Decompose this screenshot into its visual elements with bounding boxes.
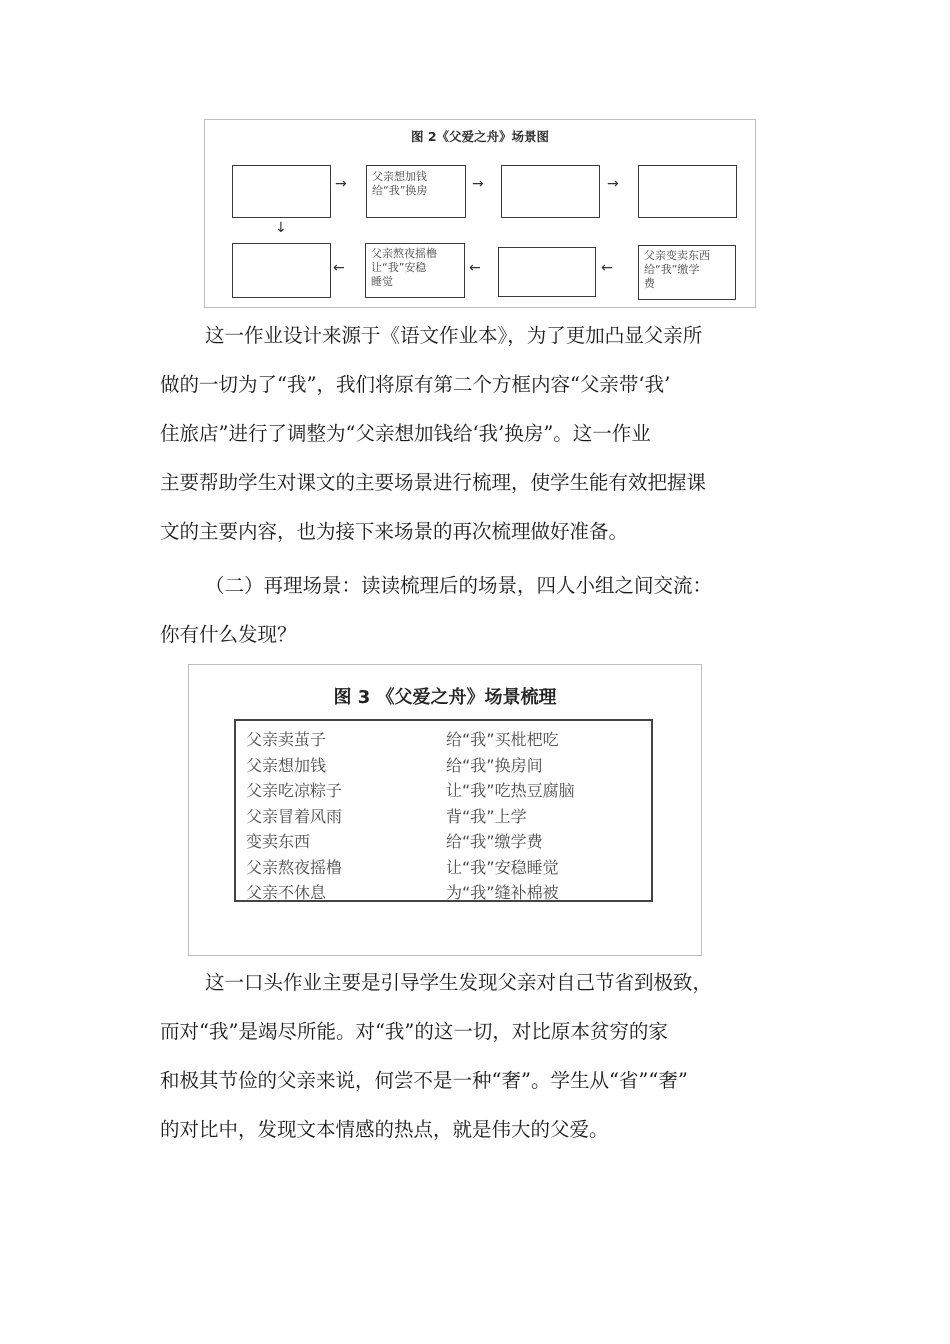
arrow-right-icon: → [607,176,619,192]
table-cell-for-me: 给“我”买枇杷吃 [446,730,559,749]
arrow-down-icon: ↓ [275,220,287,236]
flow-box-text: 让“我”安稳 [371,261,427,274]
paragraph-line: 这一口头作业主要是引导学生发现父亲对自己节省到极致， [205,971,713,994]
arrow-left-icon: ← [469,260,481,276]
flow-box-4 [638,165,737,218]
paragraph-line: 和极其节俭的父亲来说，何尝不是一种“奢”。学生从“省”“奢” [160,1069,688,1092]
table-cell-father-action: 父亲卖茧子 [246,730,327,749]
paragraph-homework-design [160,311,800,556]
figure-3-title: 图 3 《父爱之舟》场景梳理 [333,687,557,708]
table-cell-for-me: 为“我”缝补棉被 [446,883,559,902]
paragraph-line: 的对比中，发现文本情感的热点，就是伟大的父爱。 [160,1118,609,1141]
paragraph-line: 住旅店”进行了调整为“父亲想加钱给‘我’换房”。这一作业 [160,422,651,445]
table-cell-father-action: 变卖东西 [246,832,311,851]
paragraph-line: 主要帮助学生对课文的主要场景进行梳理，使学生能有效把握课 [160,471,707,494]
arrow-right-icon: → [335,176,347,192]
flow-box-7 [498,247,596,297]
table-cell-father-action: 父亲吃凉粽子 [246,781,343,800]
flow-box-8 [638,245,736,300]
flow-box-3 [501,165,600,218]
table-cell-for-me: 给“我”换房间 [446,755,543,775]
scene-table [234,719,653,902]
table-cell-for-me: 让“我”吃热豆腐脑 [446,781,575,800]
paragraph-line: 这一作业设计来源于《语文作业本》，为了更加凸显父亲所 [205,324,703,347]
flow-box-text: 费 [644,277,655,290]
figure-2-title: 图 2《父爱之舟》场景图 [410,129,550,144]
table-cell-father-action: 父亲不休息 [246,883,327,902]
paragraph-line: 你有什么发现？ [160,623,297,646]
table-cell-for-me: 背“我”上学 [446,806,527,826]
flow-box-6 [365,243,465,298]
table-row [236,876,651,905]
table-cell-for-me: 让“我”安稳睡觉 [446,857,559,877]
arrow-left-icon: ← [333,260,345,276]
paragraph-line: 文的主要内容，也为接下来场景的再次梳理做好准备。 [160,520,629,543]
figure-2 [204,119,756,308]
paragraph-line: 而对“我”是竭尽所能。对“我”的这一切，对比原本贫穷的家 [160,1020,668,1043]
flow-box-2 [366,165,466,218]
flow-box-text: 父亲变卖东西 [644,249,710,262]
paragraph-section-heading [160,561,800,659]
paragraph-oral-homework [160,958,800,1154]
table-cell-father-action: 父亲熬夜摇橹 [246,857,343,877]
flow-box-text: 父亲想加钱 [372,170,427,183]
flow-box-1 [232,165,331,218]
arrow-right-icon: → [472,176,484,192]
flow-box-text: 父亲熬夜摇橹 [371,247,437,260]
paragraph-line: （二）再理场景：读读梳理后的场景，四人小组之间交流： [205,574,713,597]
table-cell-father-action: 父亲冒着风雨 [246,806,343,826]
figure-3 [188,664,702,956]
table-cell-father-action: 父亲想加钱 [246,755,327,775]
arrow-left-icon: ← [601,260,613,276]
flow-box-5 [232,243,331,298]
table-cell-for-me: 给“我”缴学费 [446,832,543,851]
flow-box-text: 给“我”换房 [372,184,428,197]
flow-box-text: 睡觉 [371,275,393,288]
paragraph-line: 做的一切为了“我”，我们将原有第二个方框内容“父亲带‘我’ [160,373,671,396]
flow-box-text: 给“我”缴学 [644,263,700,276]
